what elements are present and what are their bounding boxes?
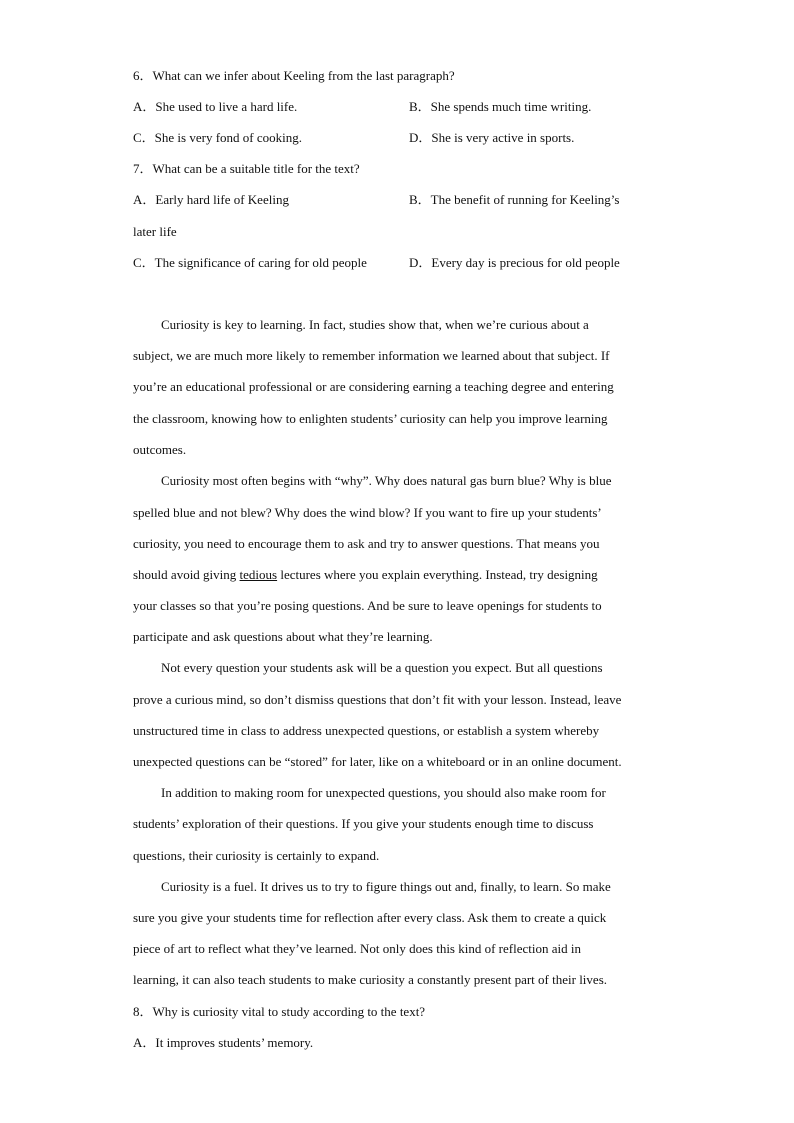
passage-p2-line: participate and ask questions about what they’re learning. [133, 629, 433, 644]
passage-p1-line: Curiosity is key to learning. In fact, studies show that, when we’re curious about a [161, 317, 589, 332]
passage-p3-line: prove a curious mind, so don’t dismiss questions that don’t fit with your lesson. Instead, leave [133, 692, 622, 707]
passage-p2-line-with-underline [133, 567, 598, 583]
passage-p5-line: piece of art to reflect what they’ve learned. Not only does this kind of reflection aid in [133, 941, 581, 956]
passage-p2-line: your classes so that you’re posing questions. And be sure to leave openings for students to [133, 598, 602, 613]
passage-p1-line: subject, we are much more likely to remember information we learned about that subject. If [133, 348, 610, 363]
passage-p2-text: lectures where you explain everything. Instead, try designing [277, 567, 598, 582]
question-7-stem: 7．What can be a suitable title for the text? [133, 161, 360, 176]
passage-p4-line: questions, their curiosity is certainly to expand. [133, 848, 380, 863]
passage-p4-line: students’ exploration of their questions. If you give your students enough time to discuss [133, 816, 594, 831]
passage-p5-line: learning, it can also teach students to make curiosity a constantly present part of their lives. [133, 972, 607, 987]
passage-p2-line: curiosity, you need to encourage them to ask and try to answer questions. That means you [133, 536, 600, 551]
question-7-option-c: C．The significance of caring for old people [133, 255, 367, 270]
question-6-option-a: A．She used to live a hard life. [133, 99, 298, 114]
question-7-option-d: D．Every day is precious for old people [409, 255, 620, 270]
passage-p2-line: spelled blue and not blew? Why does the wind blow? If you want to fire up your students’ [133, 505, 602, 520]
question-6-stem: 6．What can we infer about Keeling from the last paragraph? [133, 68, 455, 83]
passage-p1-line: you’re an educational professional or are considering earning a teaching degree and entering [133, 379, 614, 394]
underlined-word-tedious: tedious [239, 567, 278, 582]
passage-p3-line: unexpected questions can be “stored” for later, like on a whiteboard or in an online document. [133, 754, 622, 769]
question-7-option-a: A．Early hard life of Keeling [133, 192, 289, 207]
question-7-option-b-continued: later life [133, 224, 177, 239]
passage-p2-line: Curiosity most often begins with “why”. Why does natural gas burn blue? Why is blue [161, 473, 612, 488]
passage-p1-line: the classroom, knowing how to enlighten students’ curiosity can help you improve learning [133, 411, 608, 426]
question-6-option-d: D．She is very active in sports. [409, 130, 575, 145]
passage-p5-line: sure you give your students time for reflection after every class. Ask them to create a quick [133, 910, 607, 925]
passage-p2-text: should avoid giving [133, 567, 240, 582]
question-8-option-a: A．It improves students’ memory. [133, 1035, 314, 1050]
question-6-option-c: C．She is very fond of cooking. [133, 130, 302, 145]
passage-p3-line: Not every question your students ask will be a question you expect. But all questions [161, 660, 603, 675]
passage-p3-line: unstructured time in class to address unexpected questions, or establish a system whereby [133, 723, 600, 738]
question-7-option-b: B．The benefit of running for Keeling’s [409, 192, 620, 207]
passage-p1-line: outcomes. [133, 442, 187, 457]
passage-p5-line: Curiosity is a fuel. It drives us to try to figure things out and, finally, to learn. So make [161, 879, 611, 894]
question-8-stem: 8．Why is curiosity vital to study according to the text? [133, 1004, 426, 1019]
question-6-option-b: B．She spends much time writing. [409, 99, 592, 114]
passage-p4-line: In addition to making room for unexpected questions, you should also make room for [161, 785, 606, 800]
